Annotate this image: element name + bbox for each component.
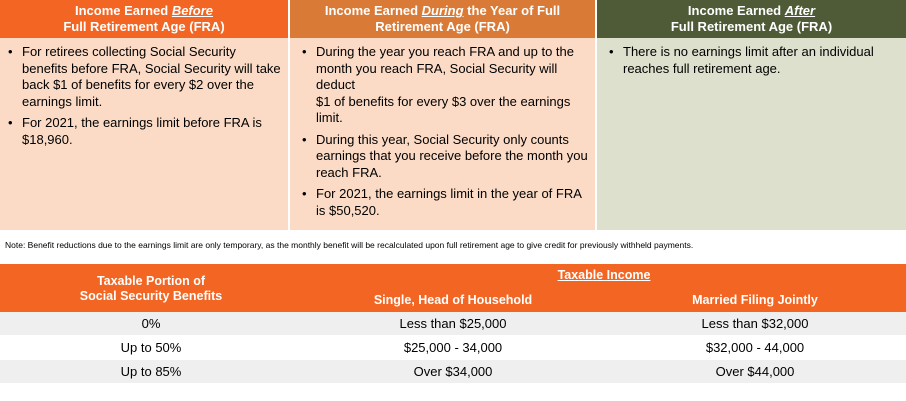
table-row <box>0 336 906 360</box>
column-during-fra-year <box>290 0 597 230</box>
header-taxable-income: Taxable Income <box>557 268 651 282</box>
bullet-list <box>607 44 900 77</box>
bullet-list <box>6 44 282 148</box>
table-cell: Up to 85% <box>120 364 182 379</box>
header-emphasis: After <box>784 3 816 18</box>
column-header <box>0 0 288 38</box>
header-text-post: the Year of Full <box>463 3 561 18</box>
header-married: Married Filing Jointly <box>692 293 818 307</box>
bullet-glyph: • <box>8 115 13 130</box>
bullet-glyph: • <box>609 44 614 59</box>
bullet-item: • For 2021, the earnings limit in the year of FRA is $50,520. <box>302 186 582 218</box>
table-cell: $25,000 - 34,000 <box>403 340 503 355</box>
table-cell: $32,000 - 44,000 <box>705 340 805 355</box>
table-row <box>0 312 906 336</box>
column-header <box>290 0 595 38</box>
bullet-glyph: • <box>302 131 307 147</box>
table-row <box>0 360 906 384</box>
bullet-glyph: • <box>302 186 307 201</box>
taxable-income-table <box>0 264 906 384</box>
table-header <box>0 264 906 312</box>
footnote: Note: Benefit reductions due to the earnings limit are only temporary, as the monthly benefit will be recalculated upon full retirement age to give credit for previously withheld payments. <box>5 240 694 250</box>
bullet-glyph: • <box>302 44 307 59</box>
header-text: Income Earned <box>75 3 172 18</box>
column-after-fra <box>597 0 906 230</box>
header-line2: Retirement Age (FRA) <box>375 19 510 34</box>
table-cell: Less than $32,000 <box>701 316 809 331</box>
bullet-item: • For retirees collecting Social Security benefits before FRA, Social Security will take back $1 of benefits for every $2 over the earnings limit. <box>8 44 281 109</box>
bullet-item: • There is no earnings limit after an individual reaches full retirement age. <box>609 44 874 76</box>
column-before-fra <box>0 0 290 230</box>
header-text: Income Earned <box>687 3 785 18</box>
header-emphasis: During <box>421 3 464 18</box>
table-cell: Over $34,000 <box>413 364 493 379</box>
bullet-item: • For 2021, the earnings limit before FRA is $18,960. <box>8 115 262 147</box>
header-line2: Full Retirement Age (FRA) <box>63 19 225 34</box>
column-body <box>597 38 906 230</box>
header-emphasis: Before <box>171 3 213 18</box>
header-taxable-portion: Taxable Portion of Social Security Benefits <box>79 274 223 303</box>
bullet-item: • During this year, Social Security only counts earnings that you receive before the month you reach FRA. <box>302 131 588 180</box>
header-text: Income Earned <box>324 3 422 18</box>
column-header <box>597 0 906 38</box>
table-cell: 0% <box>141 316 161 331</box>
bullet-item: • During the year you reach FRA and up to the month you reach FRA, Social Security will deduct $1 of benefits for every $3 over the earnings limit. <box>302 44 574 125</box>
bullet-list <box>300 44 589 219</box>
column-body <box>290 38 595 230</box>
table-cell: Less than $25,000 <box>399 316 507 331</box>
table-cell: Up to 50% <box>120 340 182 355</box>
header-line2: Full Retirement Age (FRA) <box>670 19 833 34</box>
table-cell: Over $44,000 <box>715 364 795 379</box>
header-single: Single, Head of Household <box>373 293 533 307</box>
bullet-glyph: • <box>8 44 13 59</box>
column-body <box>0 38 288 230</box>
